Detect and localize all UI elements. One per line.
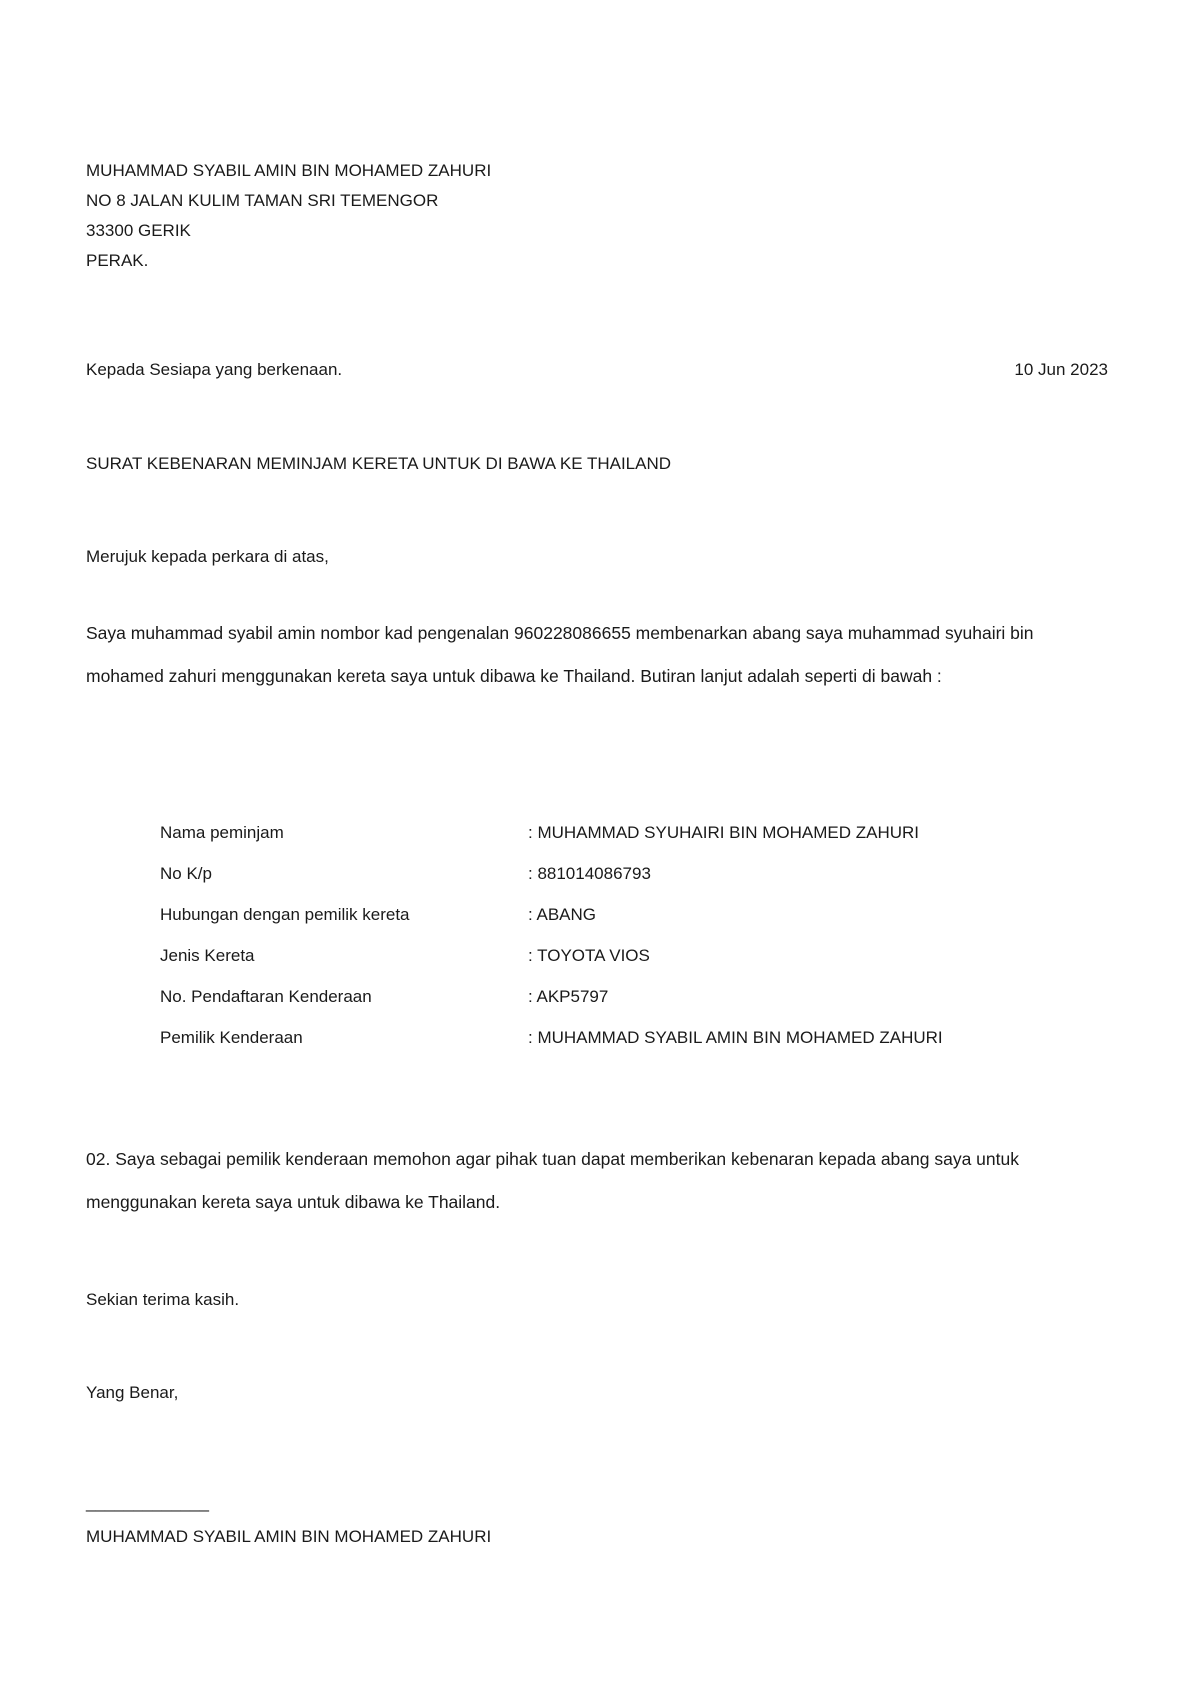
detail-row — [160, 935, 1060, 976]
detail-label: No K/p — [160, 864, 212, 883]
valediction: Yang Benar, — [86, 1383, 179, 1402]
detail-row — [160, 1017, 1060, 1058]
sender-address-line3: PERAK. — [86, 251, 149, 270]
detail-value: : 881014086793 — [528, 864, 651, 883]
body-paragraph-2: 02. Saya sebagai pemilik kenderaan memohon agar pihak tuan dapat memberikan kebenaran kepada abang saya untuk menggunakan kereta saya untuk dibawa ke Thailand. — [86, 1149, 1019, 1212]
detail-label: Hubungan dengan pemilik kereta — [160, 905, 410, 924]
detail-value: : MUHAMMAD SYABIL AMIN BIN MOHAMED ZAHURI — [528, 1028, 943, 1047]
detail-row — [160, 976, 1060, 1017]
sender-address-line2: 33300 GERIK — [86, 221, 191, 240]
detail-row — [160, 853, 1060, 894]
sender-block — [86, 156, 491, 276]
subject-line: SURAT KEBENARAN MEMINJAM KERETA UNTUK DI BAWA KE THAILAND — [86, 454, 672, 473]
detail-label: Nama peminjam — [160, 823, 284, 842]
detail-value: : TOYOTA VIOS — [528, 946, 650, 965]
detail-value: : MUHAMMAD SYUHAIRI BIN MOHAMED ZAHURI — [528, 823, 920, 842]
signer-name: MUHAMMAD SYABIL AMIN BIN MOHAMED ZAHURI — [86, 1527, 492, 1546]
signature-line: _____________ — [86, 1493, 209, 1512]
sender-address-line1: NO 8 JALAN KULIM TAMAN SRI TEMENGOR — [86, 191, 439, 210]
detail-value: : AKP5797 — [528, 987, 609, 1006]
detail-row — [160, 812, 1060, 853]
detail-label: Pemilik Kenderaan — [160, 1028, 303, 1047]
detail-value: : ABANG — [528, 905, 597, 924]
details-table — [160, 812, 1060, 1058]
reference-line: Merujuk kepada perkara di atas, — [86, 547, 329, 566]
sender-name: MUHAMMAD SYABIL AMIN BIN MOHAMED ZAHURI — [86, 161, 492, 180]
greeting: Kepada Sesiapa yang berkenaan. — [86, 360, 343, 379]
letter-date: 10 Jun 2023 — [1014, 360, 1108, 379]
detail-label: Jenis Kereta — [160, 946, 255, 965]
detail-label: No. Pendaftaran Kenderaan — [160, 987, 372, 1006]
detail-row — [160, 894, 1060, 935]
closing-line: Sekian terima kasih. — [86, 1290, 240, 1309]
body-paragraph-1: Saya muhammad syabil amin nombor kad pengenalan 960228086655 membenarkan abang saya muhammad syuhairi bin mohamed zahuri menggunakan kereta saya untuk dibawa ke Thailand. Butiran lanjut adalah seperti di bawah : — [86, 623, 1034, 686]
